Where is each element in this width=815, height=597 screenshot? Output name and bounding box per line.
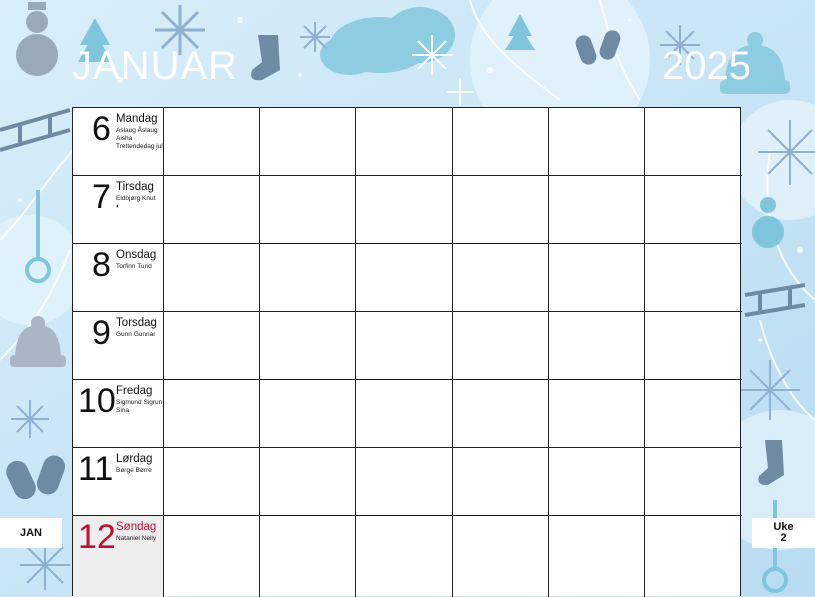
name-day-entry: Børge Børre [116, 467, 152, 474]
note-cell[interactable] [549, 312, 645, 379]
name-day-list [116, 263, 166, 271]
weekday-name: Lørdag [116, 453, 153, 465]
weekday-name: Torsdag [116, 317, 157, 329]
day-label-cell [73, 516, 164, 597]
note-cell[interactable] [645, 108, 742, 175]
day-row [73, 516, 742, 597]
name-day-entry: ◐ [116, 203, 120, 210]
note-cell[interactable] [645, 176, 742, 243]
week-number: 2 [780, 532, 787, 544]
note-cell[interactable] [164, 448, 260, 515]
note-cell[interactable] [356, 380, 453, 447]
day-number: 6 [92, 110, 111, 148]
day-label-cell [73, 312, 164, 379]
name-day-list [116, 331, 166, 339]
day-row [73, 108, 742, 176]
note-cell[interactable] [260, 380, 356, 447]
name-day-list [116, 127, 166, 151]
note-cell[interactable] [549, 448, 645, 515]
day-label-cell [73, 108, 164, 175]
note-cell[interactable] [260, 176, 356, 243]
weekday-name: Tirsdag [116, 181, 154, 193]
year-title: 2025 [662, 44, 751, 88]
day-row [73, 176, 742, 244]
note-cell[interactable] [453, 108, 549, 175]
note-cell[interactable] [356, 312, 453, 379]
day-label-cell [73, 244, 164, 311]
note-cell[interactable] [356, 448, 453, 515]
note-cell[interactable] [549, 516, 645, 597]
week-tab [752, 518, 815, 548]
name-day-entry: Nataniel Nelly [116, 535, 157, 542]
day-label-cell [73, 448, 164, 515]
name-day-entry: Sina [116, 407, 130, 414]
day-row [73, 244, 742, 312]
day-number: 10 [78, 382, 116, 420]
name-day-list [116, 399, 166, 415]
name-day-entry: Trettendedag jul [116, 143, 163, 150]
note-cell[interactable] [356, 176, 453, 243]
note-cell[interactable] [549, 176, 645, 243]
note-cell[interactable] [549, 244, 645, 311]
note-cell[interactable] [453, 244, 549, 311]
note-cell[interactable] [453, 176, 549, 243]
day-row [73, 380, 742, 448]
note-cell[interactable] [549, 108, 645, 175]
day-number: 12 [78, 518, 116, 556]
weekday-name: Mandag [116, 113, 158, 125]
note-cell[interactable] [260, 448, 356, 515]
note-cell[interactable] [260, 244, 356, 311]
name-day-list [116, 195, 166, 211]
weekday-name: Onsdag [116, 249, 157, 261]
note-cell[interactable] [164, 244, 260, 311]
note-cell[interactable] [453, 448, 549, 515]
note-cell[interactable] [453, 380, 549, 447]
day-label-cell [73, 176, 164, 243]
note-cell[interactable] [645, 244, 742, 311]
name-day-entry: Eldbjørg Knut [116, 195, 156, 202]
day-label-cell [73, 380, 164, 447]
note-cell[interactable] [453, 312, 549, 379]
day-number: 9 [92, 314, 111, 352]
day-row [73, 448, 742, 516]
month-tab: JAN [0, 518, 62, 548]
note-cell[interactable] [260, 516, 356, 597]
note-cell[interactable] [645, 448, 742, 515]
weekday-name: Søndag [116, 521, 157, 533]
note-cell[interactable] [164, 176, 260, 243]
name-day-entry: Torfinn Turid [116, 263, 152, 270]
name-day-entry: Gunn Gunnar [116, 331, 156, 338]
name-day-list [116, 535, 166, 543]
weekday-name: Fredag [116, 385, 153, 397]
day-number: 8 [92, 246, 111, 284]
note-cell[interactable] [260, 108, 356, 175]
day-row [73, 312, 742, 380]
day-number: 11 [78, 450, 114, 488]
note-cell[interactable] [356, 108, 453, 175]
day-number: 7 [92, 178, 111, 216]
note-cell[interactable] [164, 108, 260, 175]
note-cell[interactable] [453, 516, 549, 597]
note-cell[interactable] [645, 312, 742, 379]
name-day-entry: Sigmund Sigrun [116, 399, 163, 406]
note-cell[interactable] [549, 380, 645, 447]
name-day-entry: Aslaug Åslaug [116, 127, 158, 134]
note-cell[interactable] [356, 516, 453, 597]
note-cell[interactable] [164, 380, 260, 447]
week-grid [72, 107, 741, 596]
note-cell[interactable] [260, 312, 356, 379]
name-day-list [116, 467, 166, 475]
note-cell[interactable] [164, 516, 260, 597]
note-cell[interactable] [645, 380, 742, 447]
note-cell[interactable] [356, 244, 453, 311]
note-cell[interactable] [164, 312, 260, 379]
name-day-entry: Aisha [116, 135, 133, 142]
month-title: JANUAR [72, 44, 239, 88]
week-label: Uke [773, 521, 794, 533]
note-cell[interactable] [645, 516, 742, 597]
